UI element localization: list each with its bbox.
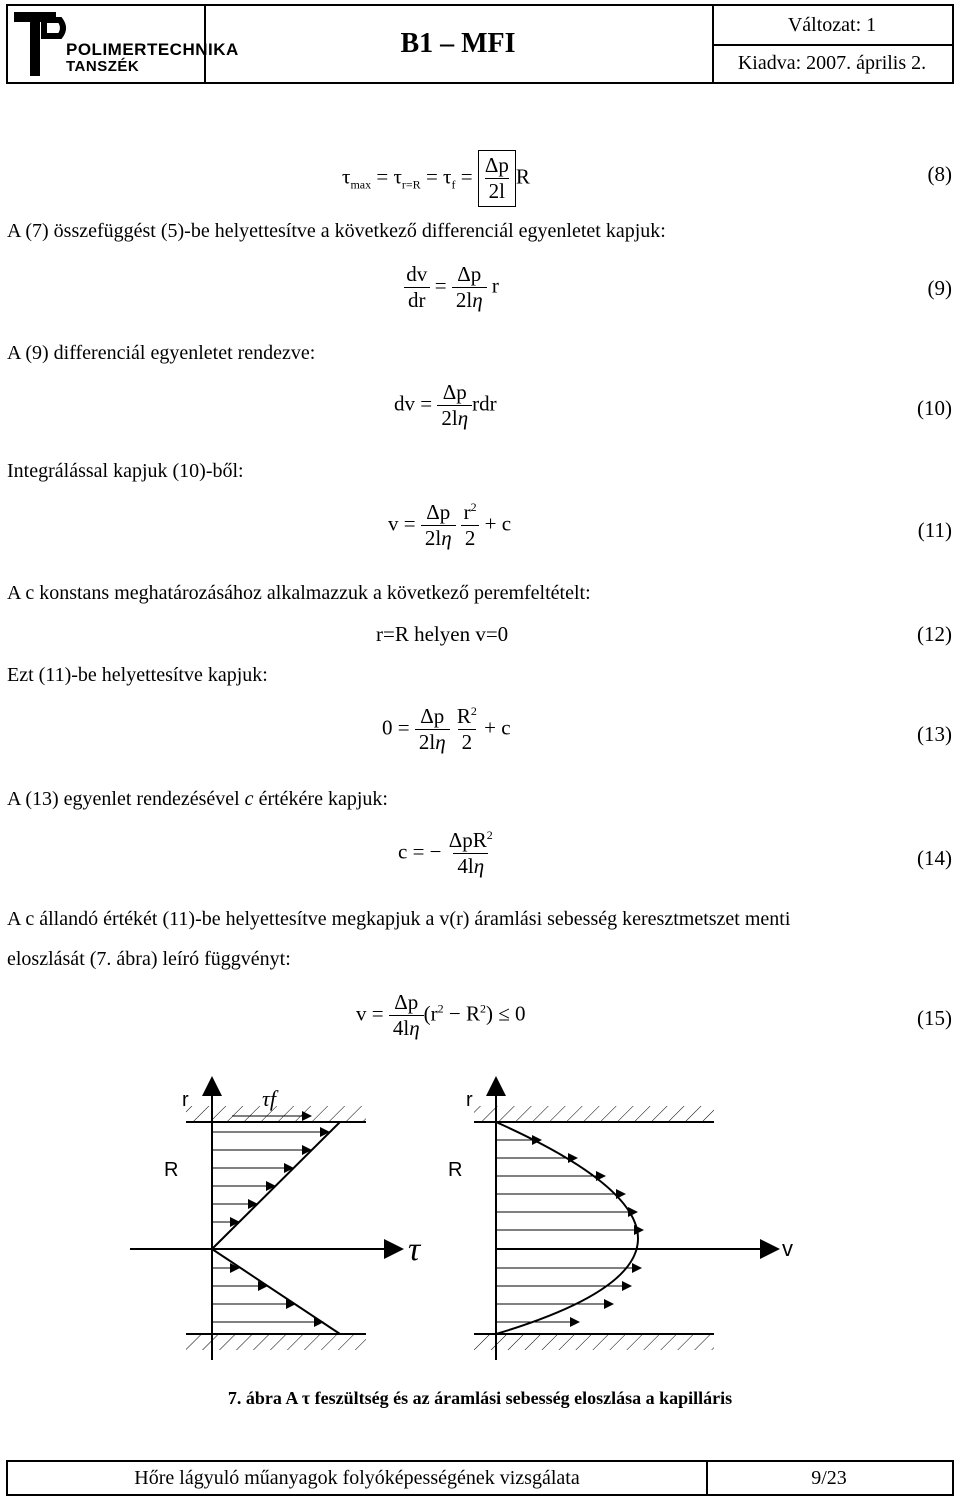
eq-number-14: (14) (917, 846, 952, 870)
footer-title: Hőre lágyuló műanyagok folyóképességének vizsgálata (8, 1462, 708, 1494)
page-number: 9/23 (811, 1466, 847, 1489)
left-r-label: r (182, 1089, 189, 1111)
eq-number-9: (9) (927, 276, 952, 300)
eq-number-10: (10) (917, 396, 952, 420)
right-bottom-wall (474, 1334, 714, 1350)
paragraph-6-start: A (13) egyenlet rendezésével (7, 788, 245, 810)
eq-number-15: (15) (917, 1006, 952, 1030)
equation-10: dv = $\frac{\Delta p}{2l\eta}$ rdr (394, 380, 497, 430)
eq-number-12: (12) (917, 622, 952, 646)
equation-11: v = $\frac{\Delta p}{2l\eta}$ $\frac{r^2}{2}$ + c (388, 500, 512, 550)
v-axis-label: v (782, 1236, 793, 1261)
version: Változat: 1 (712, 6, 952, 46)
eq-number-13: (13) (917, 722, 952, 746)
figure-7 (0, 1060, 960, 1390)
paragraph-4: A c konstans meghatározásához alkalmazzuk a következő peremfeltételt: (7, 582, 591, 604)
tau-axis-label: τ (408, 1231, 421, 1268)
paragraph-7a: A c állandó értékét (11)-be helyettesítve megkapjuk a v(r) áramlási sebesség keresztmetszet menti (7, 908, 791, 930)
equation-9: $\frac{dv}{dr}$ = $\frac{\Delta p}{2l\eta}$ r (404, 262, 499, 313)
paragraph-3: Integrálással kapjuk (10)-ből: (7, 460, 244, 482)
eq-number-8: (8) (927, 162, 952, 186)
figure-caption: 7. ábra A τ feszültség és az áramlási sebesség eloszlása a kapilláris (227, 1388, 733, 1408)
document-header (6, 4, 954, 84)
equation-14: c = − $\frac{\Delta pR^2}{4l\eta}$ (398, 828, 493, 878)
logo-line1: POLIMERTECHNIKA (66, 40, 239, 59)
velocity-profile-diagram (448, 1080, 793, 1360)
paragraph-6 (7, 788, 388, 811)
eq-number-11: (11) (917, 518, 952, 542)
variable-c: c (244, 788, 254, 810)
paragraph-6-end: értékére kapjuk: (253, 788, 388, 810)
right-top-wall (474, 1106, 714, 1122)
logo-line2: TANSZÉK (66, 58, 140, 75)
issued-date: Kiadva: 2007. április 2. (737, 51, 927, 74)
equation-12: r=R helyen v=0 (376, 622, 509, 646)
tau-f-label: τf (262, 1086, 276, 1111)
left-R-label: R (164, 1159, 179, 1181)
paragraph-5: Ezt (11)-be helyettesítve kapjuk: (7, 664, 268, 686)
equation-15: v = $\frac{\Delta p}{4l\eta}$ $(r^2 - R^2) \le 0$ (356, 990, 526, 1040)
doc-code: B1 – MFI (204, 6, 714, 82)
equation-13: 0 = $\frac{\Delta p}{2l\eta}$ $\frac{R^2}{2}$ + c (382, 704, 511, 754)
paragraph-2: A (9) differenciál egyenletet rendezve: (7, 342, 316, 364)
right-R-label: R (448, 1159, 463, 1181)
equation-8: $\tau_{max} = \tau_{r=R} = \tau_f$ = $\frac{\Delta p}{2l}$ R (342, 150, 530, 207)
paragraph-1: A (7) összefüggést (5)-be helyettesítve a következő differenciál egyenletet kapjuk: (7, 220, 666, 242)
velocity-profile (496, 1122, 638, 1334)
right-r-label: r (466, 1089, 473, 1111)
document-footer (6, 1460, 954, 1496)
paragraph-7b: eloszlását (7. ábra) leíró függvényt: (7, 948, 291, 970)
shear-stress-diagram (130, 1080, 422, 1360)
logo (8, 6, 239, 82)
